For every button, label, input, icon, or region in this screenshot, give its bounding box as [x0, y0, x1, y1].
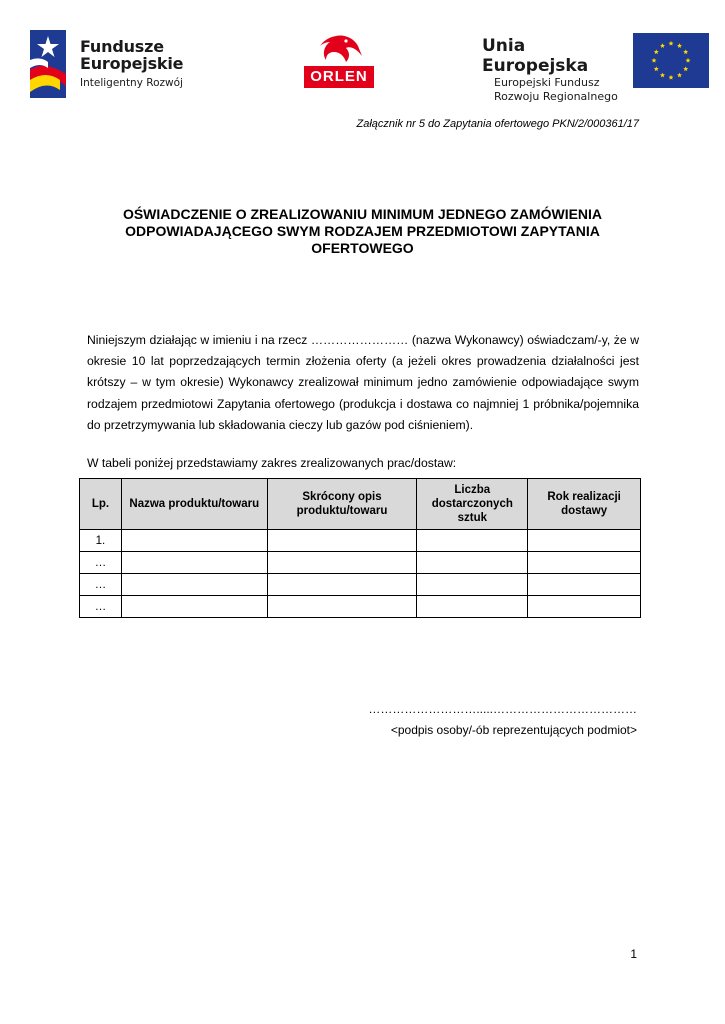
signature-label: <podpis osoby/-ób reprezentujących podmiot>: [390, 723, 637, 737]
eu-flag-icon: [633, 33, 709, 88]
fundusze-flag-icon: [30, 30, 66, 98]
table-cell[interactable]: [528, 530, 641, 552]
table-row: [80, 574, 641, 596]
ue-line1: Unia Europejska: [482, 36, 589, 76]
fundusze-line2: Europejskie: [80, 54, 184, 73]
signature-line: ……………………….....………………………………: [368, 702, 637, 716]
orlen-wordmark: ORLEN: [304, 66, 374, 88]
table-cell[interactable]: [417, 552, 528, 574]
fundusze-text: [80, 38, 183, 89]
table-row: [80, 596, 641, 618]
table-cell[interactable]: [267, 596, 417, 618]
table-cell[interactable]: [267, 574, 417, 596]
table-cell[interactable]: [121, 574, 267, 596]
orlen-logo: [304, 34, 374, 92]
ue-line3: Rozwoju Regionalnego: [494, 90, 618, 103]
header-opis: Skrócony opis produktu/towaru: [267, 479, 417, 530]
table-cell[interactable]: [267, 552, 417, 574]
table-intro: W tabeli poniżej przedstawiamy zakres zrealizowanych prac/dostaw:: [87, 456, 457, 470]
table-cell[interactable]: [528, 574, 641, 596]
table-cell[interactable]: 1.: [80, 530, 122, 552]
table-cell[interactable]: [417, 596, 528, 618]
table-cell[interactable]: [121, 552, 267, 574]
annex-reference: Załącznik nr 5 do Zapytania ofertowego PKN/2/000361/17: [356, 118, 639, 130]
table-cell[interactable]: …: [80, 596, 122, 618]
orlen-eagle-icon: [304, 34, 374, 66]
declaration-paragraph: Niniejszym działając w imieniu i na rzecz …………………… (nazwa Wykonawcy) oświadczam/-y, że w okresie 10 lat poprzedzających termin złożenia oferty (a jeżeli okres prowadzenia działalności jest krótszy – w tym okresie) Wykonawcy zrealizował minimum jedno zamówienie odpowiadające swym rodzajem przedmiotowi Zapytania ofertowego (produkcja i dostawa co najmniej 1 próbnika/pojemnika do przetrzymywania lub składowania cieczy lub gazów pod ciśnieniem).: [87, 333, 639, 432]
header-liczba: Liczba dostarczonych sztuk: [417, 479, 528, 530]
header-lp: Lp.: [80, 479, 122, 530]
table-row: [80, 552, 641, 574]
unia-europejska-text: [482, 36, 622, 104]
table-cell[interactable]: …: [80, 552, 122, 574]
fundusze-line1: Fundusze: [80, 37, 164, 56]
table-cell[interactable]: [417, 574, 528, 596]
table-cell[interactable]: [528, 596, 641, 618]
ue-line2: Europejski Fundusz: [494, 76, 600, 89]
header-rok: Rok realizacji dostawy: [528, 479, 641, 530]
table-cell[interactable]: [417, 530, 528, 552]
fundusze-europejskie-logo: [30, 30, 200, 100]
table-row: [80, 530, 641, 552]
deliveries-table: [79, 478, 641, 618]
page-number: 1: [630, 947, 637, 961]
fundusze-line3: Inteligentny Rozwój: [80, 77, 183, 89]
table-cell[interactable]: …: [80, 574, 122, 596]
table-cell[interactable]: [267, 530, 417, 552]
table-cell[interactable]: [121, 530, 267, 552]
document-title: OŚWIADCZENIE O ZREALIZOWANIU MINIMUM JEDNEGO ZAMÓWIENIA ODPOWIADAJĄCEGO SWYM RODZAJEM PRZEDMIOTOWI ZAPYTANIA OFERTOWEGO: [122, 206, 603, 256]
table-header-row: [80, 479, 641, 530]
header-nazwa: Nazwa produktu/towaru: [121, 479, 267, 530]
table-cell[interactable]: [121, 596, 267, 618]
table-cell[interactable]: [528, 552, 641, 574]
